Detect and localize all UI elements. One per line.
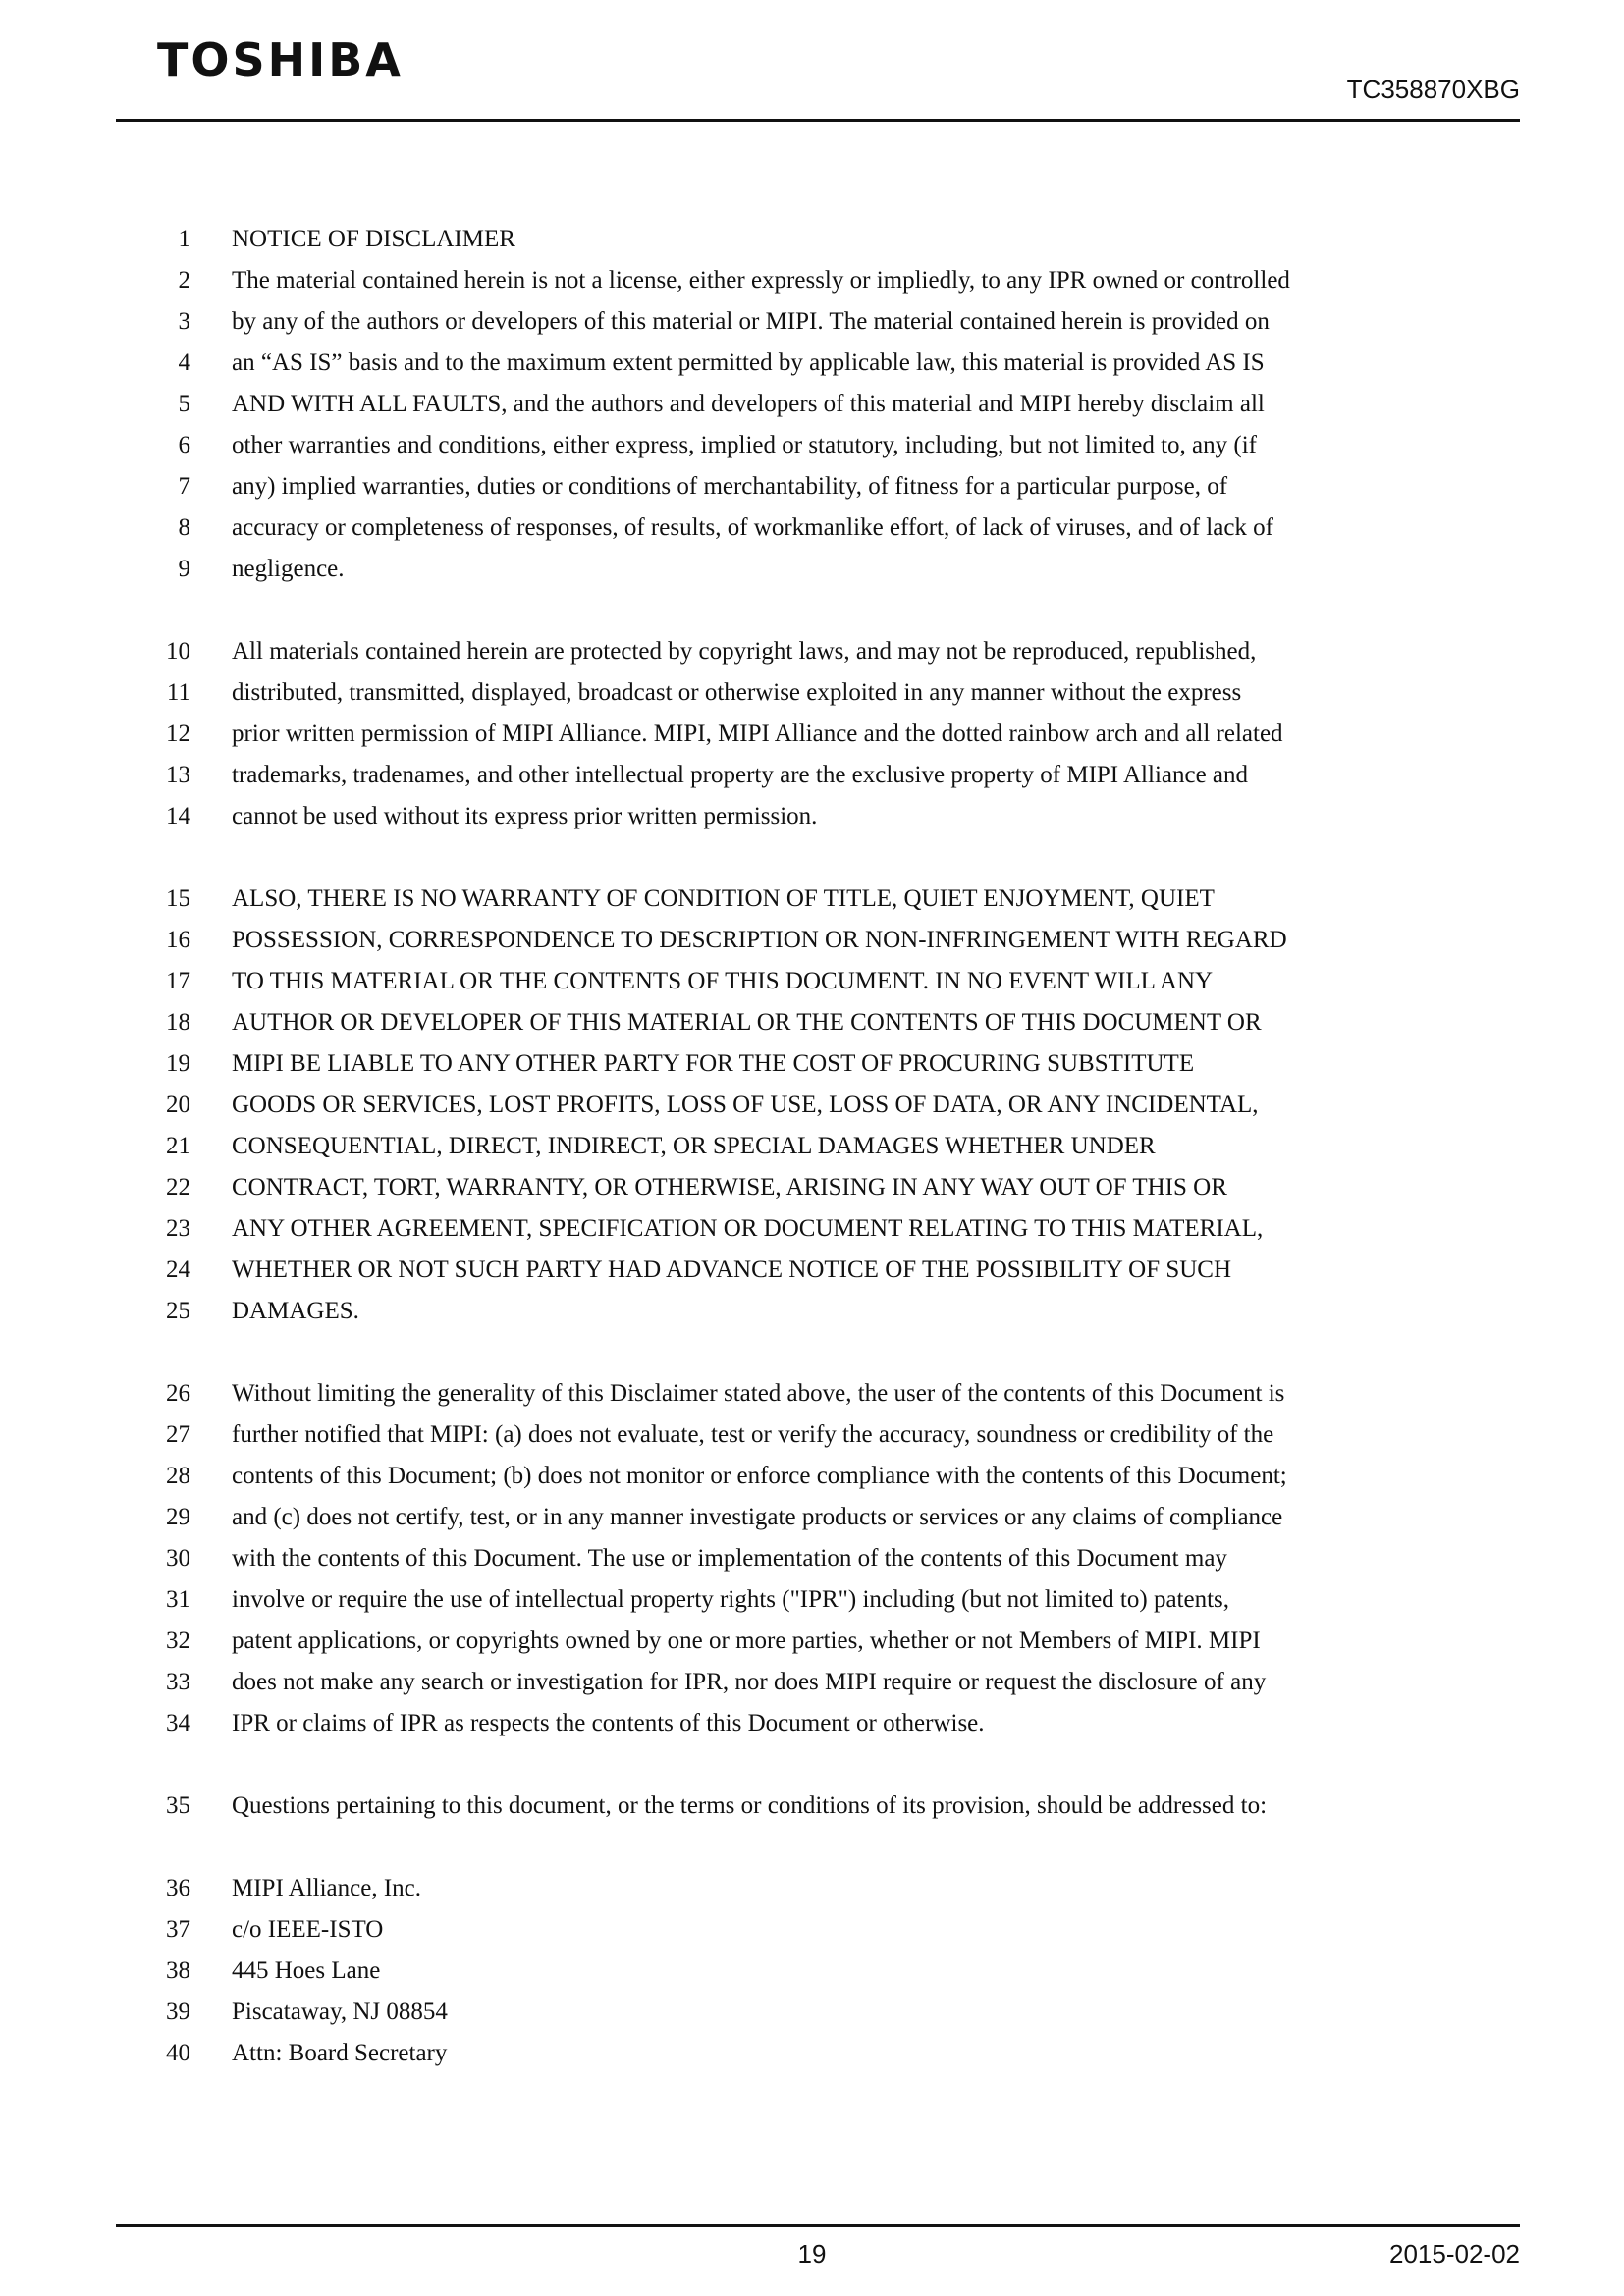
document-line (0, 1126, 1624, 1167)
line-number: 32 (166, 1628, 190, 1654)
line-number: 17 (166, 968, 190, 994)
line-text: NOTICE OF DISCLAIMER (232, 226, 515, 252)
line-number: 29 (166, 1504, 190, 1530)
line-text: trademarks, tradenames, and other intellectual property are the exclusive property of MIPI Alliance and (232, 762, 1249, 788)
document-line (0, 1291, 1624, 1332)
line-number: 12 (166, 721, 190, 747)
line-number: 31 (166, 1586, 190, 1613)
line-text: CONTRACT, TORT, WARRANTY, OR OTHERWISE, ARISING IN ANY WAY OUT OF THIS OR (232, 1174, 1227, 1201)
line-text: IPR or claims of IPR as respects the contents of this Document or otherwise. (232, 1710, 985, 1736)
document-line (0, 714, 1624, 755)
line-text: accuracy or completeness of responses, of results, of workmanlike effort, of lack of viruses, and of lack of (232, 514, 1273, 541)
line-number: 9 (178, 556, 190, 582)
document-line (0, 1621, 1624, 1662)
line-number: 33 (166, 1669, 190, 1695)
line-number: 38 (166, 1957, 190, 1984)
line-text: with the contents of this Document. The use or implementation of the contents of this Document may (232, 1545, 1227, 1572)
document-line (0, 1250, 1624, 1291)
line-number: 2 (178, 267, 190, 294)
line-text: negligence. (232, 556, 345, 582)
line-text: AND WITH ALL FAULTS, and the authors and developers of this material and MIPI hereby disclaim all (232, 391, 1265, 417)
line-number: 6 (178, 432, 190, 458)
document-line (0, 1456, 1624, 1497)
line-text: Piscataway, NJ 08854 (232, 1999, 448, 2025)
line-number: 21 (166, 1133, 190, 1159)
document-line (0, 631, 1624, 672)
line-number: 23 (166, 1215, 190, 1242)
document-line (0, 1415, 1624, 1456)
line-number: 5 (178, 391, 190, 417)
document-line (0, 1208, 1624, 1250)
line-number: 35 (166, 1792, 190, 1819)
line-number: 11 (166, 679, 190, 706)
line-text: cannot be used without its express prior written permission. (232, 803, 818, 829)
document-line (0, 384, 1624, 425)
line-number: 10 (166, 638, 190, 665)
document-line (0, 672, 1624, 714)
line-text: contents of this Document; (b) does not monitor or enforce compliance with the contents of this Document; (232, 1463, 1287, 1489)
line-number: 28 (166, 1463, 190, 1489)
line-number: 37 (166, 1916, 190, 1943)
line-text: ALSO, THERE IS NO WARRANTY OF CONDITION OF TITLE, QUIET ENJOYMENT, QUIET (232, 885, 1215, 912)
line-text: GOODS OR SERVICES, LOST PROFITS, LOSS OF USE, LOSS OF DATA, OR ANY INCIDENTAL, (232, 1092, 1259, 1118)
line-text: All materials contained herein are protected by copyright laws, and may not be reproduced, republished, (232, 638, 1257, 665)
line-number: 4 (178, 349, 190, 376)
line-number: 39 (166, 1999, 190, 2025)
document-line (0, 1786, 1624, 1827)
line-number: 40 (166, 2040, 190, 2066)
line-number: 20 (166, 1092, 190, 1118)
document-line (0, 1538, 1624, 1579)
document-line (0, 343, 1624, 384)
document-line (0, 920, 1624, 961)
line-number: 24 (166, 1256, 190, 1283)
line-text: The material contained herein is not a license, either expressly or impliedly, to any IPR owned or controlled (232, 267, 1290, 294)
line-text: other warranties and conditions, either express, implied or statutory, including, but not limited to, any (if (232, 432, 1257, 458)
document-line (0, 1992, 1624, 2033)
document-line (0, 301, 1624, 343)
line-number: 3 (178, 308, 190, 335)
line-text: distributed, transmitted, displayed, broadcast or otherwise exploited in any manner without the express (232, 679, 1242, 706)
line-number: 8 (178, 514, 190, 541)
line-text: an “AS IS” basis and to the maximum extent permitted by applicable law, this material is provided AS IS (232, 349, 1265, 376)
line-text: AUTHOR OR DEVELOPER OF THIS MATERIAL OR THE CONTENTS OF THIS DOCUMENT OR (232, 1009, 1262, 1036)
header-rule (116, 119, 1520, 122)
line-text: POSSESSION, CORRESPONDENCE TO DESCRIPTION OR NON-INFRINGEMENT WITH REGARD (232, 927, 1287, 953)
line-number: 30 (166, 1545, 190, 1572)
document-line (0, 1002, 1624, 1043)
line-text: MIPI BE LIABLE TO ANY OTHER PARTY FOR THE COST OF PROCURING SUBSTITUTE (232, 1050, 1195, 1077)
document-id: TC358870XBG (1346, 75, 1520, 104)
line-text: Questions pertaining to this document, or the terms or conditions of its provision, should be addressed to: (232, 1792, 1268, 1819)
page-number: 19 (797, 2239, 827, 2269)
line-number: 15 (166, 885, 190, 912)
line-number: 16 (166, 927, 190, 953)
document-line (0, 961, 1624, 1002)
line-text: and (c) does not certify, test, or in any manner investigate products or services or any claims of compliance (232, 1504, 1283, 1530)
document-line (0, 1085, 1624, 1126)
line-text: Without limiting the generality of this Disclaimer stated above, the user of the contents of this Document is (232, 1380, 1285, 1407)
document-line (0, 1868, 1624, 1909)
line-text: involve or require the use of intellectual property rights ("IPR") including (but not limited to) patents, (232, 1586, 1230, 1613)
line-number: 26 (166, 1380, 190, 1407)
document-line (0, 755, 1624, 796)
line-text: does not make any search or investigation for IPR, nor does MIPI require or request the disclosure of any (232, 1669, 1267, 1695)
line-text: 445 Hoes Lane (232, 1957, 381, 1984)
line-number: 19 (166, 1050, 190, 1077)
document-line (0, 1703, 1624, 1744)
line-number: 25 (166, 1298, 190, 1324)
line-number: 13 (166, 762, 190, 788)
line-number: 7 (178, 473, 190, 500)
line-text: Attn: Board Secretary (232, 2040, 448, 2066)
document-line (0, 796, 1624, 837)
line-text: DAMAGES. (232, 1298, 359, 1324)
document-line (0, 466, 1624, 507)
document-line (0, 507, 1624, 549)
document-line (0, 1950, 1624, 1992)
line-number: 27 (166, 1421, 190, 1448)
document-line (0, 219, 1624, 260)
line-text: by any of the authors or developers of this material or MIPI. The material contained herein is provided on (232, 308, 1270, 335)
document-line (0, 879, 1624, 920)
line-text: any) implied warranties, duties or conditions of merchantability, of fitness for a particular purpose, of (232, 473, 1228, 500)
document-line (0, 1167, 1624, 1208)
line-text: prior written permission of MIPI Alliance. MIPI, MIPI Alliance and the dotted rainbow arch and all related (232, 721, 1283, 747)
line-number: 1 (178, 226, 190, 252)
line-text: ANY OTHER AGREEMENT, SPECIFICATION OR DOCUMENT RELATING TO THIS MATERIAL, (232, 1215, 1264, 1242)
line-text: c/o IEEE-ISTO (232, 1916, 384, 1943)
document-line (0, 1373, 1624, 1415)
line-text: MIPI Alliance, Inc. (232, 1875, 422, 1901)
document-line (0, 1662, 1624, 1703)
document-line (0, 425, 1624, 466)
page-date: 2015-02-02 (1389, 2239, 1520, 2269)
document-line (0, 549, 1624, 590)
line-text: CONSEQUENTIAL, DIRECT, INDIRECT, OR SPECIAL DAMAGES WHETHER UNDER (232, 1133, 1156, 1159)
line-text: patent applications, or copyrights owned by one or more parties, whether or not Members of MIPI. MIPI (232, 1628, 1261, 1654)
line-text: WHETHER OR NOT SUCH PARTY HAD ADVANCE NOTICE OF THE POSSIBILITY OF SUCH (232, 1256, 1232, 1283)
document-line (0, 1043, 1624, 1085)
document-line (0, 1579, 1624, 1621)
line-number: 34 (166, 1710, 190, 1736)
document-line (0, 260, 1624, 301)
document-line (0, 2033, 1624, 2074)
line-number: 18 (166, 1009, 190, 1036)
document-line (0, 1497, 1624, 1538)
line-text: further notified that MIPI: (a) does not evaluate, test or verify the accuracy, soundness or credibility of the (232, 1421, 1274, 1448)
line-number: 14 (166, 803, 190, 829)
document-line (0, 1909, 1624, 1950)
line-text: TO THIS MATERIAL OR THE CONTENTS OF THIS DOCUMENT. IN NO EVENT WILL ANY (232, 968, 1214, 994)
footer-rule (116, 2224, 1520, 2227)
line-number: 22 (166, 1174, 190, 1201)
toshiba-logo: TOSHIBA (157, 33, 404, 86)
line-number: 36 (166, 1875, 190, 1901)
